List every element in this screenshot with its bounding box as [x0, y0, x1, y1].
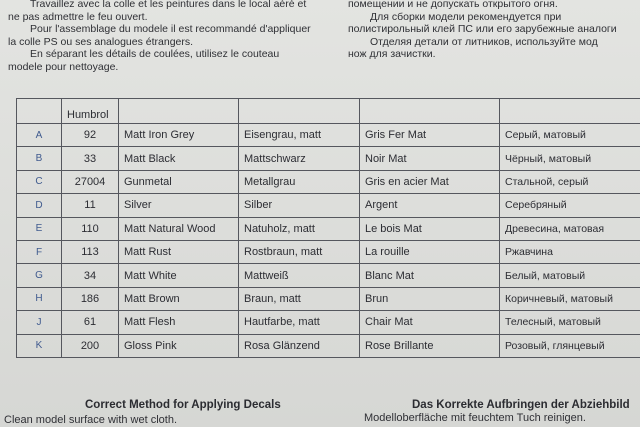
humbrol-number: 61 [62, 311, 119, 334]
paint-name-french: Rose Brillante [360, 334, 500, 357]
decals-step-german: Modelloberfläche mit feuchtem Tuch reinigen. [364, 412, 586, 424]
paint-letter: B [17, 147, 62, 170]
header-cell [360, 99, 500, 124]
paint-name-russian: Стальной, серый [500, 170, 640, 193]
paint-name-german: Mattschwarz [239, 147, 360, 170]
intro-line: Для сборки модели рекомендуется при [370, 10, 562, 23]
paint-name-french: Chair Mat [360, 311, 500, 334]
humbrol-number: 11 [62, 194, 119, 217]
paint-name-russian: Серый, матовый [500, 124, 640, 147]
intro-line: En séparant les détails de coulées, utilisez le couteau [30, 48, 280, 60]
paint-name-english: Matt Iron Grey [119, 124, 239, 147]
paint-name-french: La rouille [360, 240, 500, 263]
paint-name-french: Argent [360, 194, 500, 217]
paint-name-german: Hautfarbe, matt [239, 311, 360, 334]
humbrol-number: 34 [62, 264, 119, 287]
paint-letter: H [17, 287, 62, 310]
table-row [17, 287, 640, 310]
intro-line: полистирольный клей ПС или его зарубежные аналоги [348, 23, 617, 35]
table-row [17, 311, 640, 334]
paint-name-english: Matt Rust [119, 240, 239, 263]
header-cell [500, 99, 640, 124]
paint-name-german: Braun, matt [239, 287, 360, 310]
paint-name-russian: Древесина, матовая [500, 217, 640, 240]
paint-name-english: Matt Brown [119, 287, 239, 310]
intro-line: ne pas admettre le feu ouvert. [8, 10, 148, 23]
paint-table [16, 98, 640, 358]
paint-name-english: Gloss Pink [119, 334, 239, 357]
paint-name-french: Noir Mat [360, 147, 500, 170]
intro-text-french [8, 0, 338, 73]
paint-name-english: Matt White [119, 264, 239, 287]
paint-name-english: Matt Natural Wood [119, 217, 239, 240]
decals-step-english: Clean model surface with wet cloth. [4, 414, 178, 426]
table-row [17, 240, 640, 263]
paint-name-french: Gris Fer Mat [360, 124, 500, 147]
intro-line: modele pour nettoyage. [8, 60, 119, 73]
paint-name-english: Gunmetal [119, 170, 239, 193]
paint-name-french: Brun [360, 287, 500, 310]
paint-name-english: Silver [119, 194, 239, 217]
table-row [17, 194, 640, 217]
intro-line: Pour l'assemblage du modele il est recommandé d'appliquer [30, 23, 311, 35]
paint-letter: A [17, 124, 62, 147]
paint-name-russian: Коричневый, матовый [500, 287, 640, 310]
intro-text-russian [348, 0, 640, 61]
paint-name-russian: Серебряный [500, 194, 640, 217]
paint-name-french: Gris en acier Mat [360, 170, 500, 193]
table-row [17, 170, 640, 193]
paint-letter: G [17, 264, 62, 287]
decals-heading-english: Correct Method for Applying Decals [85, 399, 281, 411]
paint-name-german: Rostbraun, matt [239, 240, 360, 263]
paint-name-french: Le bois Mat [360, 217, 500, 240]
paint-letter: F [17, 240, 62, 263]
paint-name-german: Mattweiß [239, 264, 360, 287]
paint-name-german: Rosa Glänzend [239, 334, 360, 357]
humbrol-number: 113 [62, 240, 119, 263]
intro-line: la colle PS ou ses analogues étrangers. [8, 35, 194, 48]
table-row [17, 334, 640, 357]
paint-letter: K [17, 334, 62, 357]
table-header-row [17, 99, 640, 124]
paint-letter: D [17, 194, 62, 217]
paint-name-german: Eisengrau, matt [239, 124, 360, 147]
intro-line: Отделяя детали от литников, используйте мод [370, 35, 598, 48]
paint-name-german: Silber [239, 194, 360, 217]
humbrol-number: 27004 [62, 170, 119, 193]
decals-heading-german: Das Korrekte Aufbringen der Abziehbild [412, 399, 630, 411]
humbrol-number: 200 [62, 334, 119, 357]
intro-line: нож для зачистки. [348, 48, 436, 60]
header-cell [17, 99, 62, 124]
paint-name-russian: Розовый, глянцевый [500, 334, 640, 357]
table-row [17, 124, 640, 147]
paint-name-french: Blanc Mat [360, 264, 500, 287]
humbrol-number: 186 [62, 287, 119, 310]
paint-letter: C [17, 170, 62, 193]
paint-letter: J [17, 311, 62, 334]
paint-name-russian: Телесный, матовый [500, 311, 640, 334]
intro-line: помещении и не допускать открытого огня. [348, 0, 558, 10]
humbrol-number: 33 [62, 147, 119, 170]
table-row [17, 147, 640, 170]
table-row [17, 264, 640, 287]
header-cell [119, 99, 239, 124]
paint-name-german: Natuholz, matt [239, 217, 360, 240]
paint-letter: E [17, 217, 62, 240]
paint-name-russian: Ржавчина [500, 240, 640, 263]
humbrol-number: 110 [62, 217, 119, 240]
table-row [17, 217, 640, 240]
humbrol-number: 92 [62, 124, 119, 147]
paint-name-german: Metallgrau [239, 170, 360, 193]
header-cell [239, 99, 360, 124]
paint-name-english: Matt Black [119, 147, 239, 170]
paint-name-russian: Белый, матовый [500, 264, 640, 287]
paint-name-russian: Чёрный, матовый [500, 147, 640, 170]
paint-name-english: Matt Flesh [119, 311, 239, 334]
header-cell-humbrol: Humbrol [62, 99, 119, 124]
intro-line: Travaillez avec la colle et les peintures dans le local aéré et [30, 0, 307, 10]
